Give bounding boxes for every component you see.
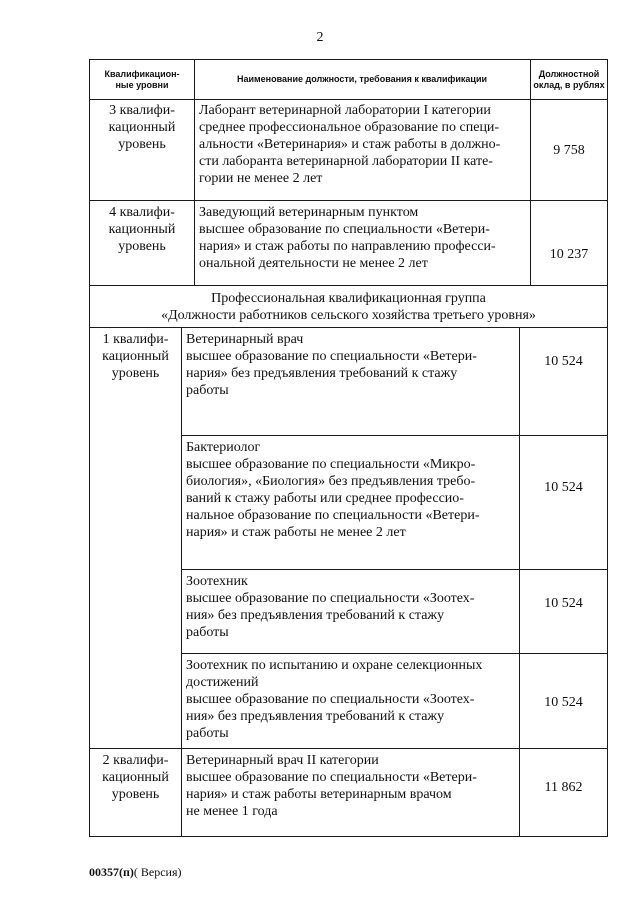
- row-divider: [181, 435, 608, 436]
- column-divider: [519, 327, 520, 837]
- page-number: 2: [316, 30, 324, 45]
- group-heading: Профессиональная квалификационная группа «Должности работников сельского хозяйства третьего уровня»: [161, 291, 536, 323]
- qualification-table: [89, 59, 608, 837]
- column-divider: [181, 327, 182, 837]
- document-version: ( Версия): [133, 865, 182, 879]
- row-divider: [89, 285, 608, 286]
- salary-cell: 11 862: [544, 779, 583, 795]
- row-divider: [89, 748, 608, 749]
- salary-cell: 10 524: [544, 694, 583, 710]
- level-cell: 1 квалифи- кационный уровень: [102, 332, 169, 381]
- salary-cell: 10 524: [544, 479, 583, 495]
- salary-cell: 10 524: [544, 595, 583, 611]
- position-cell: Ветеринарный врач II категории высшее образование по специальности «Ветери- нария» и стаж работы ветеринарным врачом не менее 1 года: [186, 753, 477, 819]
- salary-cell: 9 758: [553, 142, 585, 158]
- position-cell: Заведующий ветеринарным пунктом высшее образование по специальности «Ветери- нария» и стаж работы по направлению професси- ональной деятельности не менее 2 лет: [199, 205, 496, 271]
- position-cell: Зоотехник по испытанию и охране селекционных достижений высшее образование по специальности «Зоотех- ния» без предъявления требований к стажу работы: [186, 658, 483, 741]
- row-divider: [181, 569, 608, 570]
- table-border-right: [607, 59, 608, 837]
- position-cell: Бактериолог высшее образование по специальности «Микро- биология», «Биология» без предъявления требо- ваний к стажу работы или среднее профессио- нальное образование по специальности «Ветери- нария» и стаж работы не менее 2 лет: [186, 440, 480, 540]
- position-cell: Ветеринарный врач высшее образование по специальности «Ветери- нария» без предъявления требований к стажу работы: [186, 332, 477, 398]
- table-border-bottom: [89, 836, 608, 837]
- position-cell: Лаборант ветеринарной лаборатории I категории среднее профессиональное образование по специ- альности «Ветеринария» и стаж работы в должно- сти лаборанта ветеринарной лаборатории II кате- гории не менее 2 лет: [199, 103, 501, 186]
- position-cell: Зоотехник высшее образование по специальности «Зоотех- ния» без предъявления требований к стажу работы: [186, 574, 475, 640]
- row-divider: [89, 327, 608, 328]
- row-divider: [181, 653, 608, 654]
- level-cell: 4 квалифи- кационный уровень: [108, 205, 176, 254]
- header-position: Наименование должности, требования к квалификации: [236, 74, 488, 84]
- document-code: 00357(п): [89, 865, 134, 879]
- salary-cell: 10 524: [544, 353, 583, 369]
- document-footer: [89, 865, 182, 880]
- header-salary: Должностной оклад, в рублях: [533, 68, 605, 90]
- level-cell: 3 квалифи- кационный уровень: [108, 103, 176, 152]
- salary-cell: 10 237: [549, 246, 589, 262]
- header-levels: Квалификацион- ные уровни: [104, 68, 180, 90]
- level-cell: 2 квалифи- кационный уровень: [102, 753, 169, 802]
- table-border-left: [89, 59, 90, 837]
